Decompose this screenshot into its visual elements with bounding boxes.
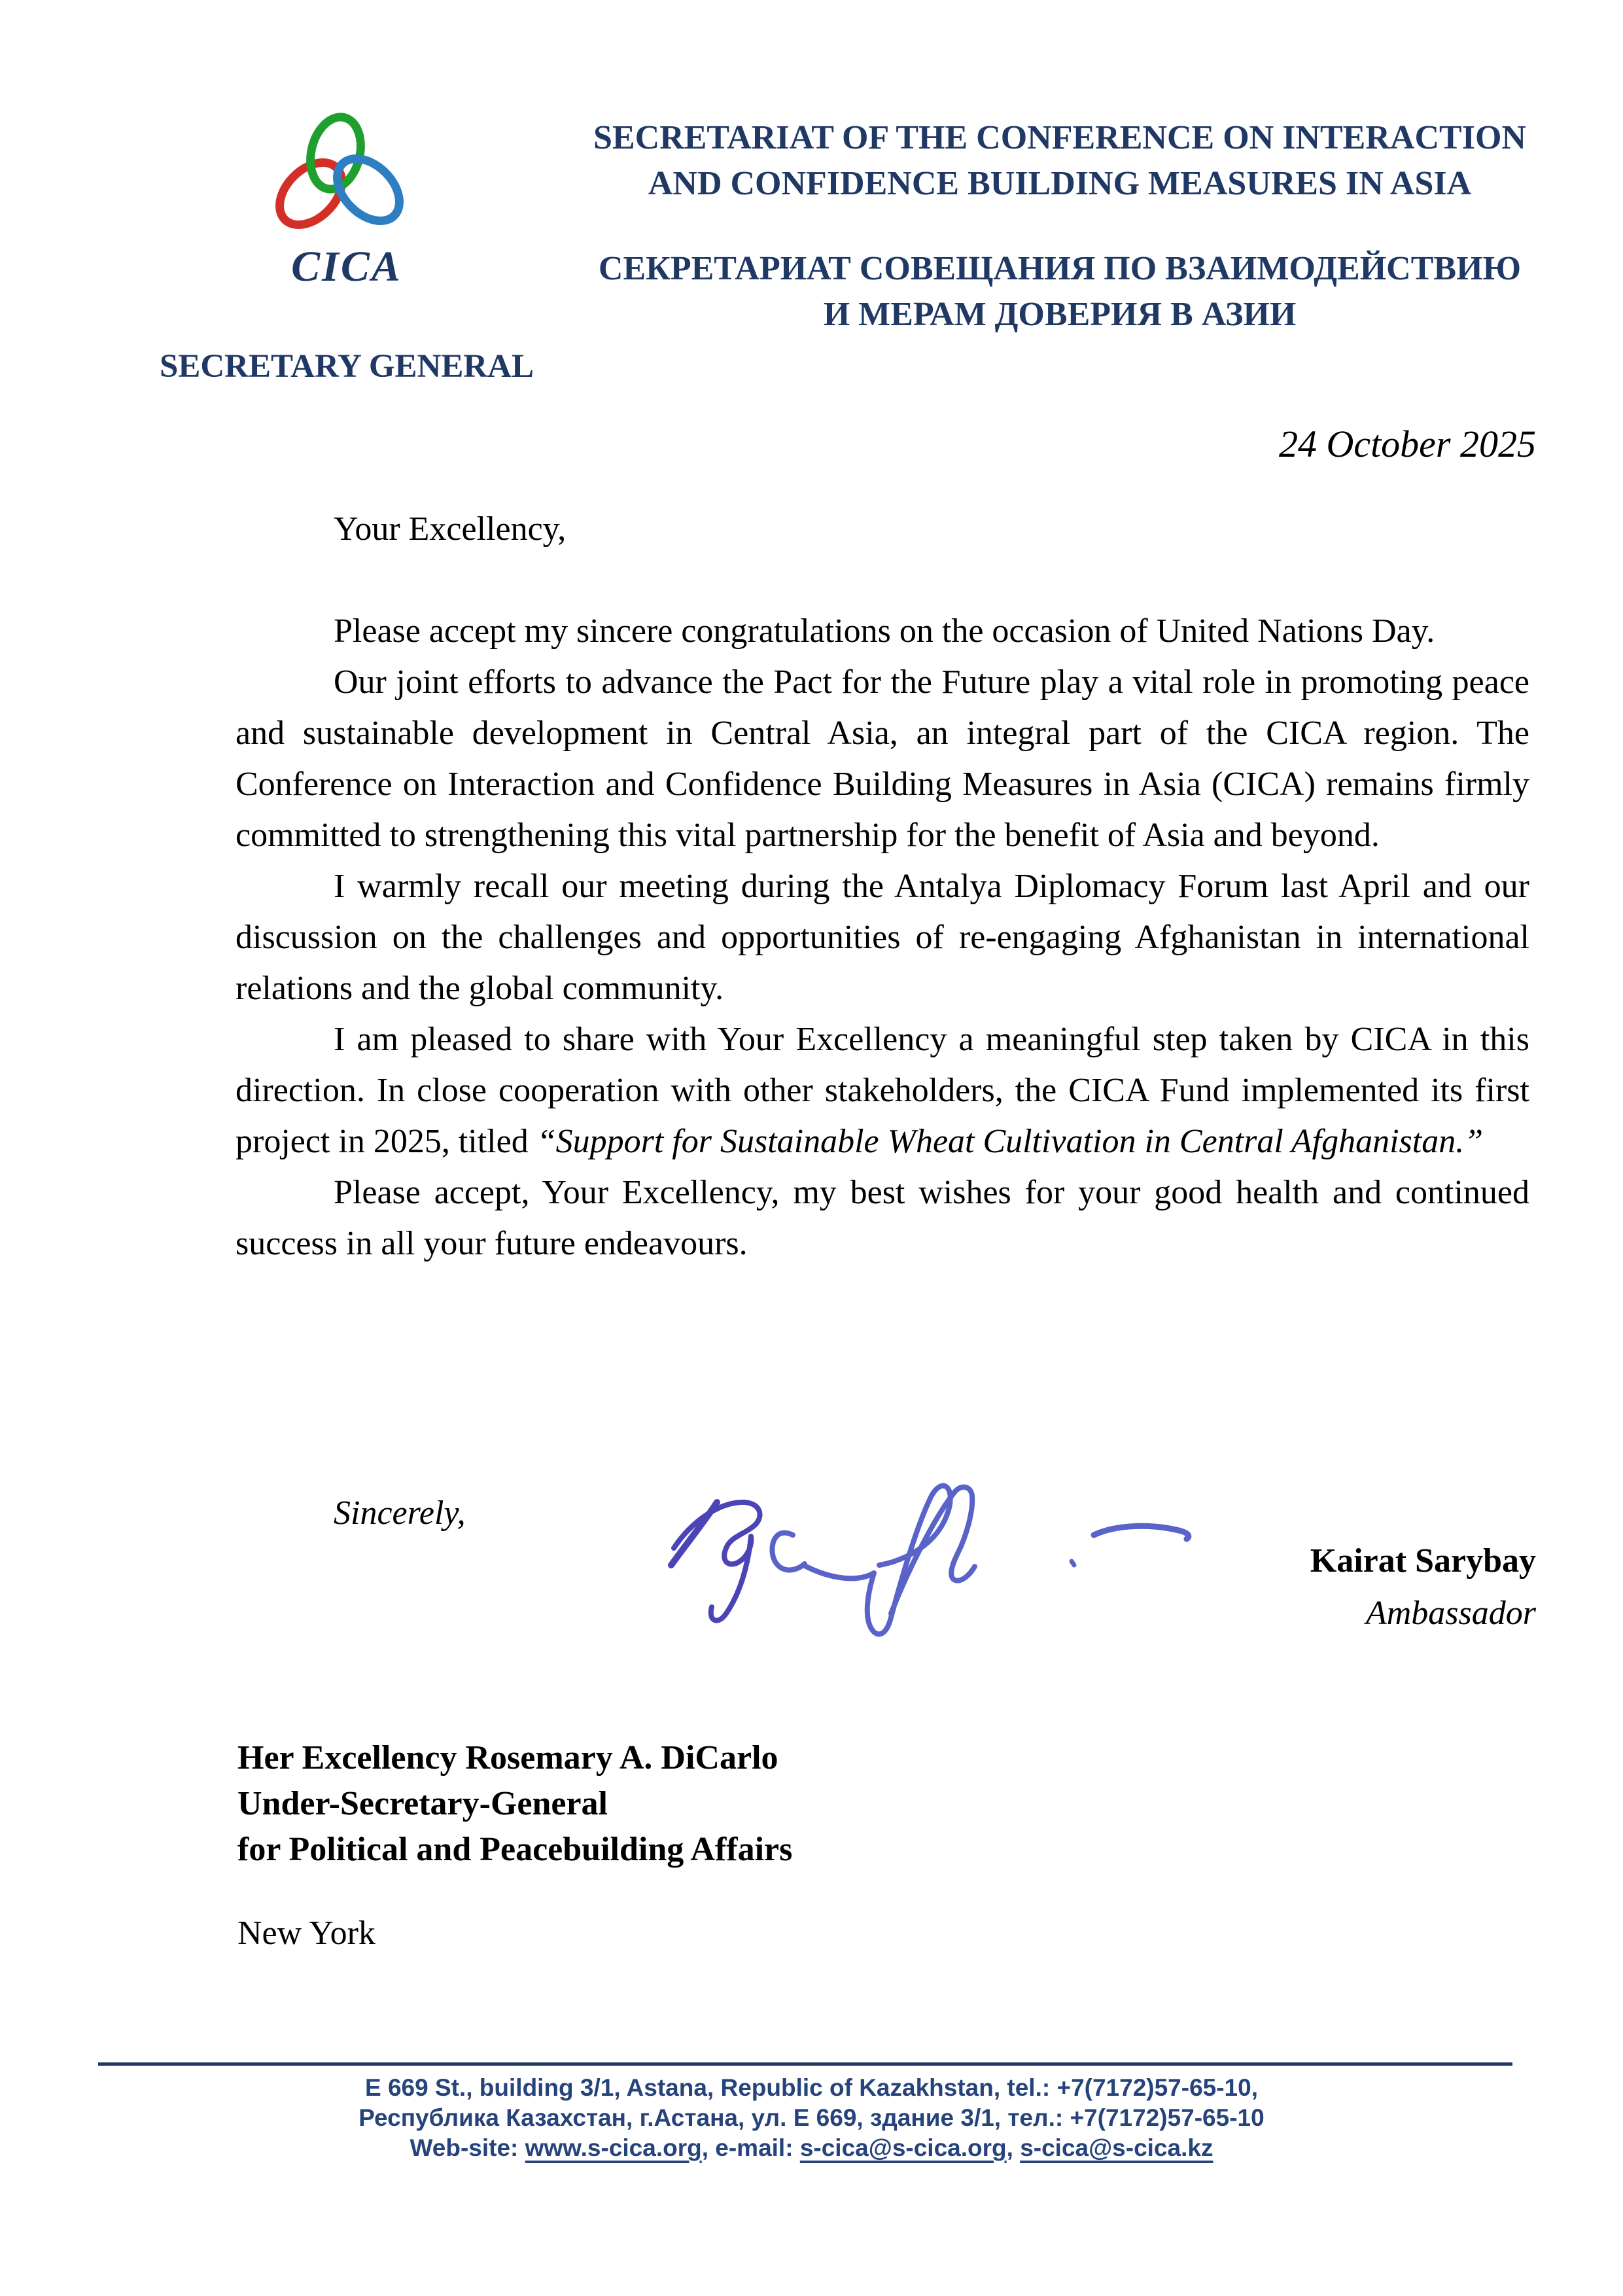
recipient-line: for Political and Peacebuilding Affairs bbox=[237, 1831, 793, 1868]
org-name-ru-line2: И МЕРАМ ДОВЕРИЯ В АЗИИ bbox=[823, 296, 1297, 333]
org-name-english bbox=[576, 115, 1544, 207]
page-footer bbox=[0, 2073, 1623, 2163]
letter-date: 24 October 2025 bbox=[1278, 423, 1536, 465]
cica-logo-icon bbox=[270, 113, 411, 243]
footer-address-ru: Республика Казахстан, г.Астана, ул. Е 669, здание 3/1, тел.: +7(7172)57-65-10 bbox=[358, 2104, 1265, 2131]
salutation: Your Excellency, bbox=[334, 510, 567, 548]
handwritten-signature bbox=[654, 1458, 1204, 1654]
footer-link[interactable]: www.s-cica.org bbox=[525, 2134, 702, 2161]
recipient-block bbox=[237, 1735, 792, 1873]
signer-name: Kairat Sarybay bbox=[1310, 1542, 1536, 1580]
letter-body bbox=[236, 504, 1529, 1269]
logo-wordmark: CICA bbox=[291, 243, 402, 291]
recipient-city: New York bbox=[237, 1915, 375, 1952]
org-name-en-line1: SECRETARIAT OF THE CONFERENCE ON INTERACTION bbox=[593, 119, 1526, 156]
footer-link[interactable]: s-cica@s-cica.org bbox=[799, 2134, 1007, 2161]
paragraph: I am pleased to share with Your Excellency a meaningful step taken by CICA in this direction. In close cooperation with other stakeholders, the CICA Fund implemented its first project in 2025, titled “Support for Sustainable Wheat Cultivation in Central Afghanistan.” bbox=[236, 1021, 1529, 1160]
org-name-en-line2: AND CONFIDENCE BUILDING MEASURES IN ASIA bbox=[648, 165, 1472, 202]
footer-link-label: , e-mail: bbox=[701, 2134, 800, 2161]
footer-link-label: , bbox=[1006, 2134, 1021, 2161]
recipient-line: Under-Secretary-General bbox=[237, 1785, 608, 1822]
org-name-ru-line1: СЕКРЕТАРИАТ СОВЕЩАНИЯ ПО ВЗАИМОДЕЙСТВИЮ bbox=[598, 250, 1522, 287]
closing-salutation: Sincerely, bbox=[334, 1494, 466, 1532]
footer-link-label: Web-site: bbox=[410, 2134, 525, 2161]
paragraph: Please accept, Your Excellency, my best wishes for your good health and continued success in all your future endeavours. bbox=[236, 1174, 1529, 1262]
office-title: SECRETARY GENERAL bbox=[159, 348, 534, 385]
footer-link[interactable]: s-cica@s-cica.kz bbox=[1020, 2134, 1213, 2161]
footer-address-en: E 669 St., building 3/1, Astana, Republic of Kazakhstan, tel.: +7(7172)57-65-10, bbox=[365, 2074, 1258, 2101]
footer-divider bbox=[98, 2062, 1512, 2066]
recipient-line: Her Excellency Rosemary A. DiCarlo bbox=[237, 1739, 778, 1776]
signer-title: Ambassador bbox=[1365, 1595, 1536, 1632]
org-name-russian bbox=[576, 246, 1544, 338]
paragraph: Please accept my sincere congratulations on the occasion of United Nations Day. bbox=[334, 612, 1435, 650]
paragraph: Our joint efforts to advance the Pact for the Future play a vital role in promoting peace and sustainable development in Central Asia, an integral part of the CICA region. The Conference on Interaction and Confidence Building Measures in Asia (CICA) remains firmly committed to strengthening this vital partnership for the benefit of Asia and beyond. bbox=[236, 663, 1529, 854]
paragraph: I warmly recall our meeting during the Antalya Diplomacy Forum last April and our discussion on the challenges and opportunities of re-engaging Afghanistan in international relations and the global community. bbox=[236, 868, 1529, 1007]
footer-links-line bbox=[0, 2133, 1623, 2163]
